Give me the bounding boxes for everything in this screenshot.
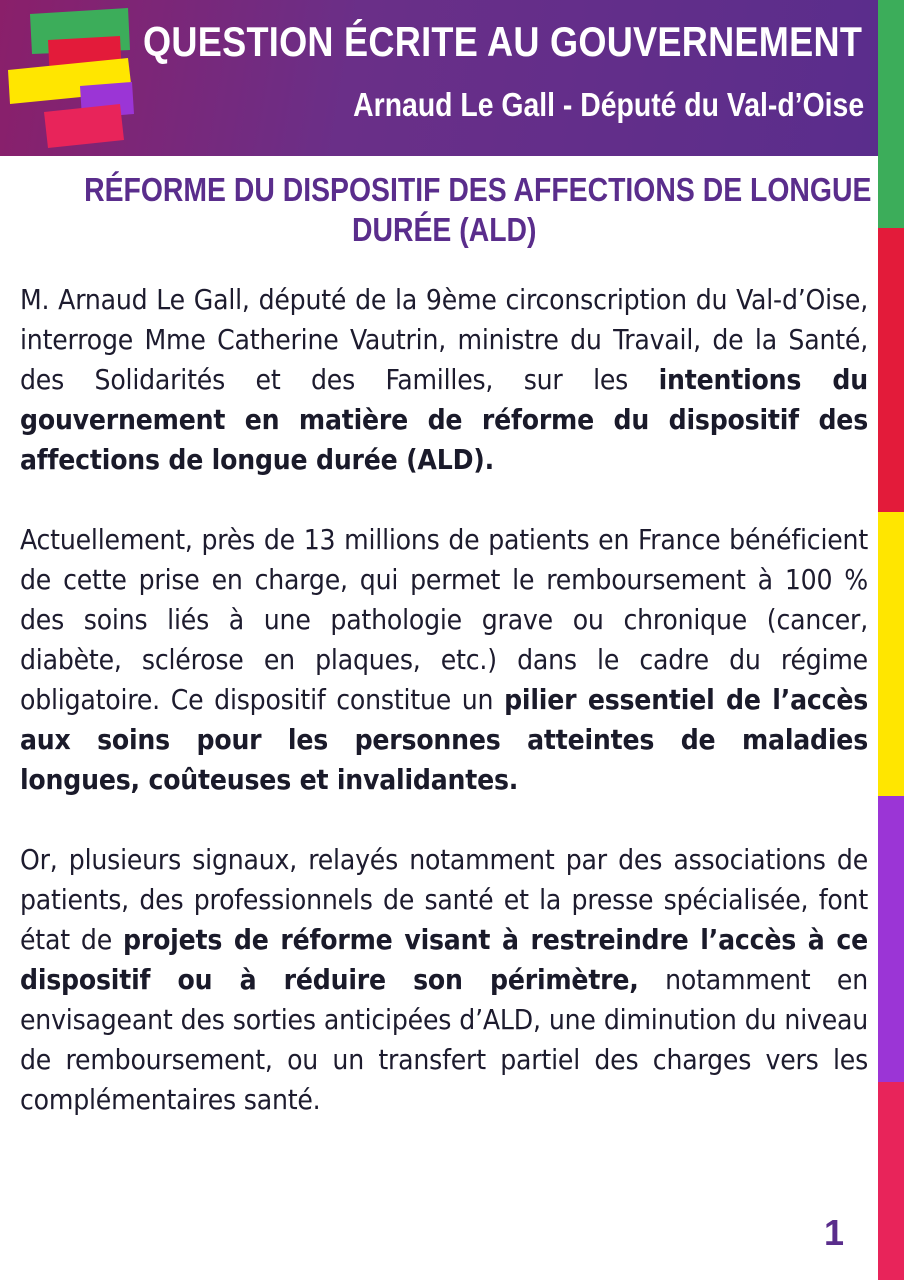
- paragraph-1-text: M. Arnaud Le Gall, député de la 9ème circonscription du Val-d’Oise, interroge Mme Catherine Vautrin, ministre du Travail, de la Santé, des Solidarités et des Familles, sur les: [20, 283, 868, 396]
- document-title-line2: DURÉE (ALD): [351, 211, 537, 248]
- paragraph-2-text: Actuellement, près de 13 millions de patients en France bénéficient de cette prise en charge, qui permet le remboursement à 100 % des soins liés à une pathologie grave ou chronique (cancer, diabète, sclérose en plaques, etc.) dans le cadre du régime obligatoire. Ce dispositif constitue un: [20, 523, 868, 716]
- header-title: QUESTION ÉCRITE AU GOUVERNEMENT: [142, 18, 862, 65]
- paragraph-3: [20, 840, 868, 1120]
- header-subtitle: Arnaud Le Gall - Député du Val-d’Oise: [353, 86, 864, 123]
- paragraph-1-bold: intentions du gouvernement en matière de réforme du dispositif des affections de longue durée (ALD).: [20, 363, 868, 476]
- paragraph-2-bold: pilier essentiel de l’accès aux soins pour les personnes atteintes de maladies longues, coûteuses et invalidantes.: [20, 683, 869, 796]
- logo-icon: [0, 0, 150, 156]
- paragraph-3-text-end: notamment en envisageant des sorties anticipées d’ALD, une diminution du niveau de remboursement, ou un transfert partiel des charges vers les complémentaires santé.: [20, 963, 869, 1116]
- paragraph-3-text: Or, plusieurs signaux, relayés notamment par des associations de patients, des professionnels de santé et la presse spécialisée, font état de: [20, 843, 868, 956]
- paragraph-3-bold: projets de réforme visant à restreindre l’accès à ce dispositif ou à réduire son périmètre,: [20, 923, 868, 996]
- header-banner: [0, 0, 878, 156]
- document-title: [20, 170, 872, 250]
- paragraph-1: [20, 280, 868, 480]
- page-number: 1: [823, 1212, 844, 1253]
- paragraph-2: [20, 520, 868, 800]
- document-body: [20, 280, 868, 1160]
- color-stripe: [878, 0, 904, 1280]
- document-title-line1: RÉFORME DU DISPOSITIF DES AFFECTIONS DE LONGUE: [84, 171, 872, 208]
